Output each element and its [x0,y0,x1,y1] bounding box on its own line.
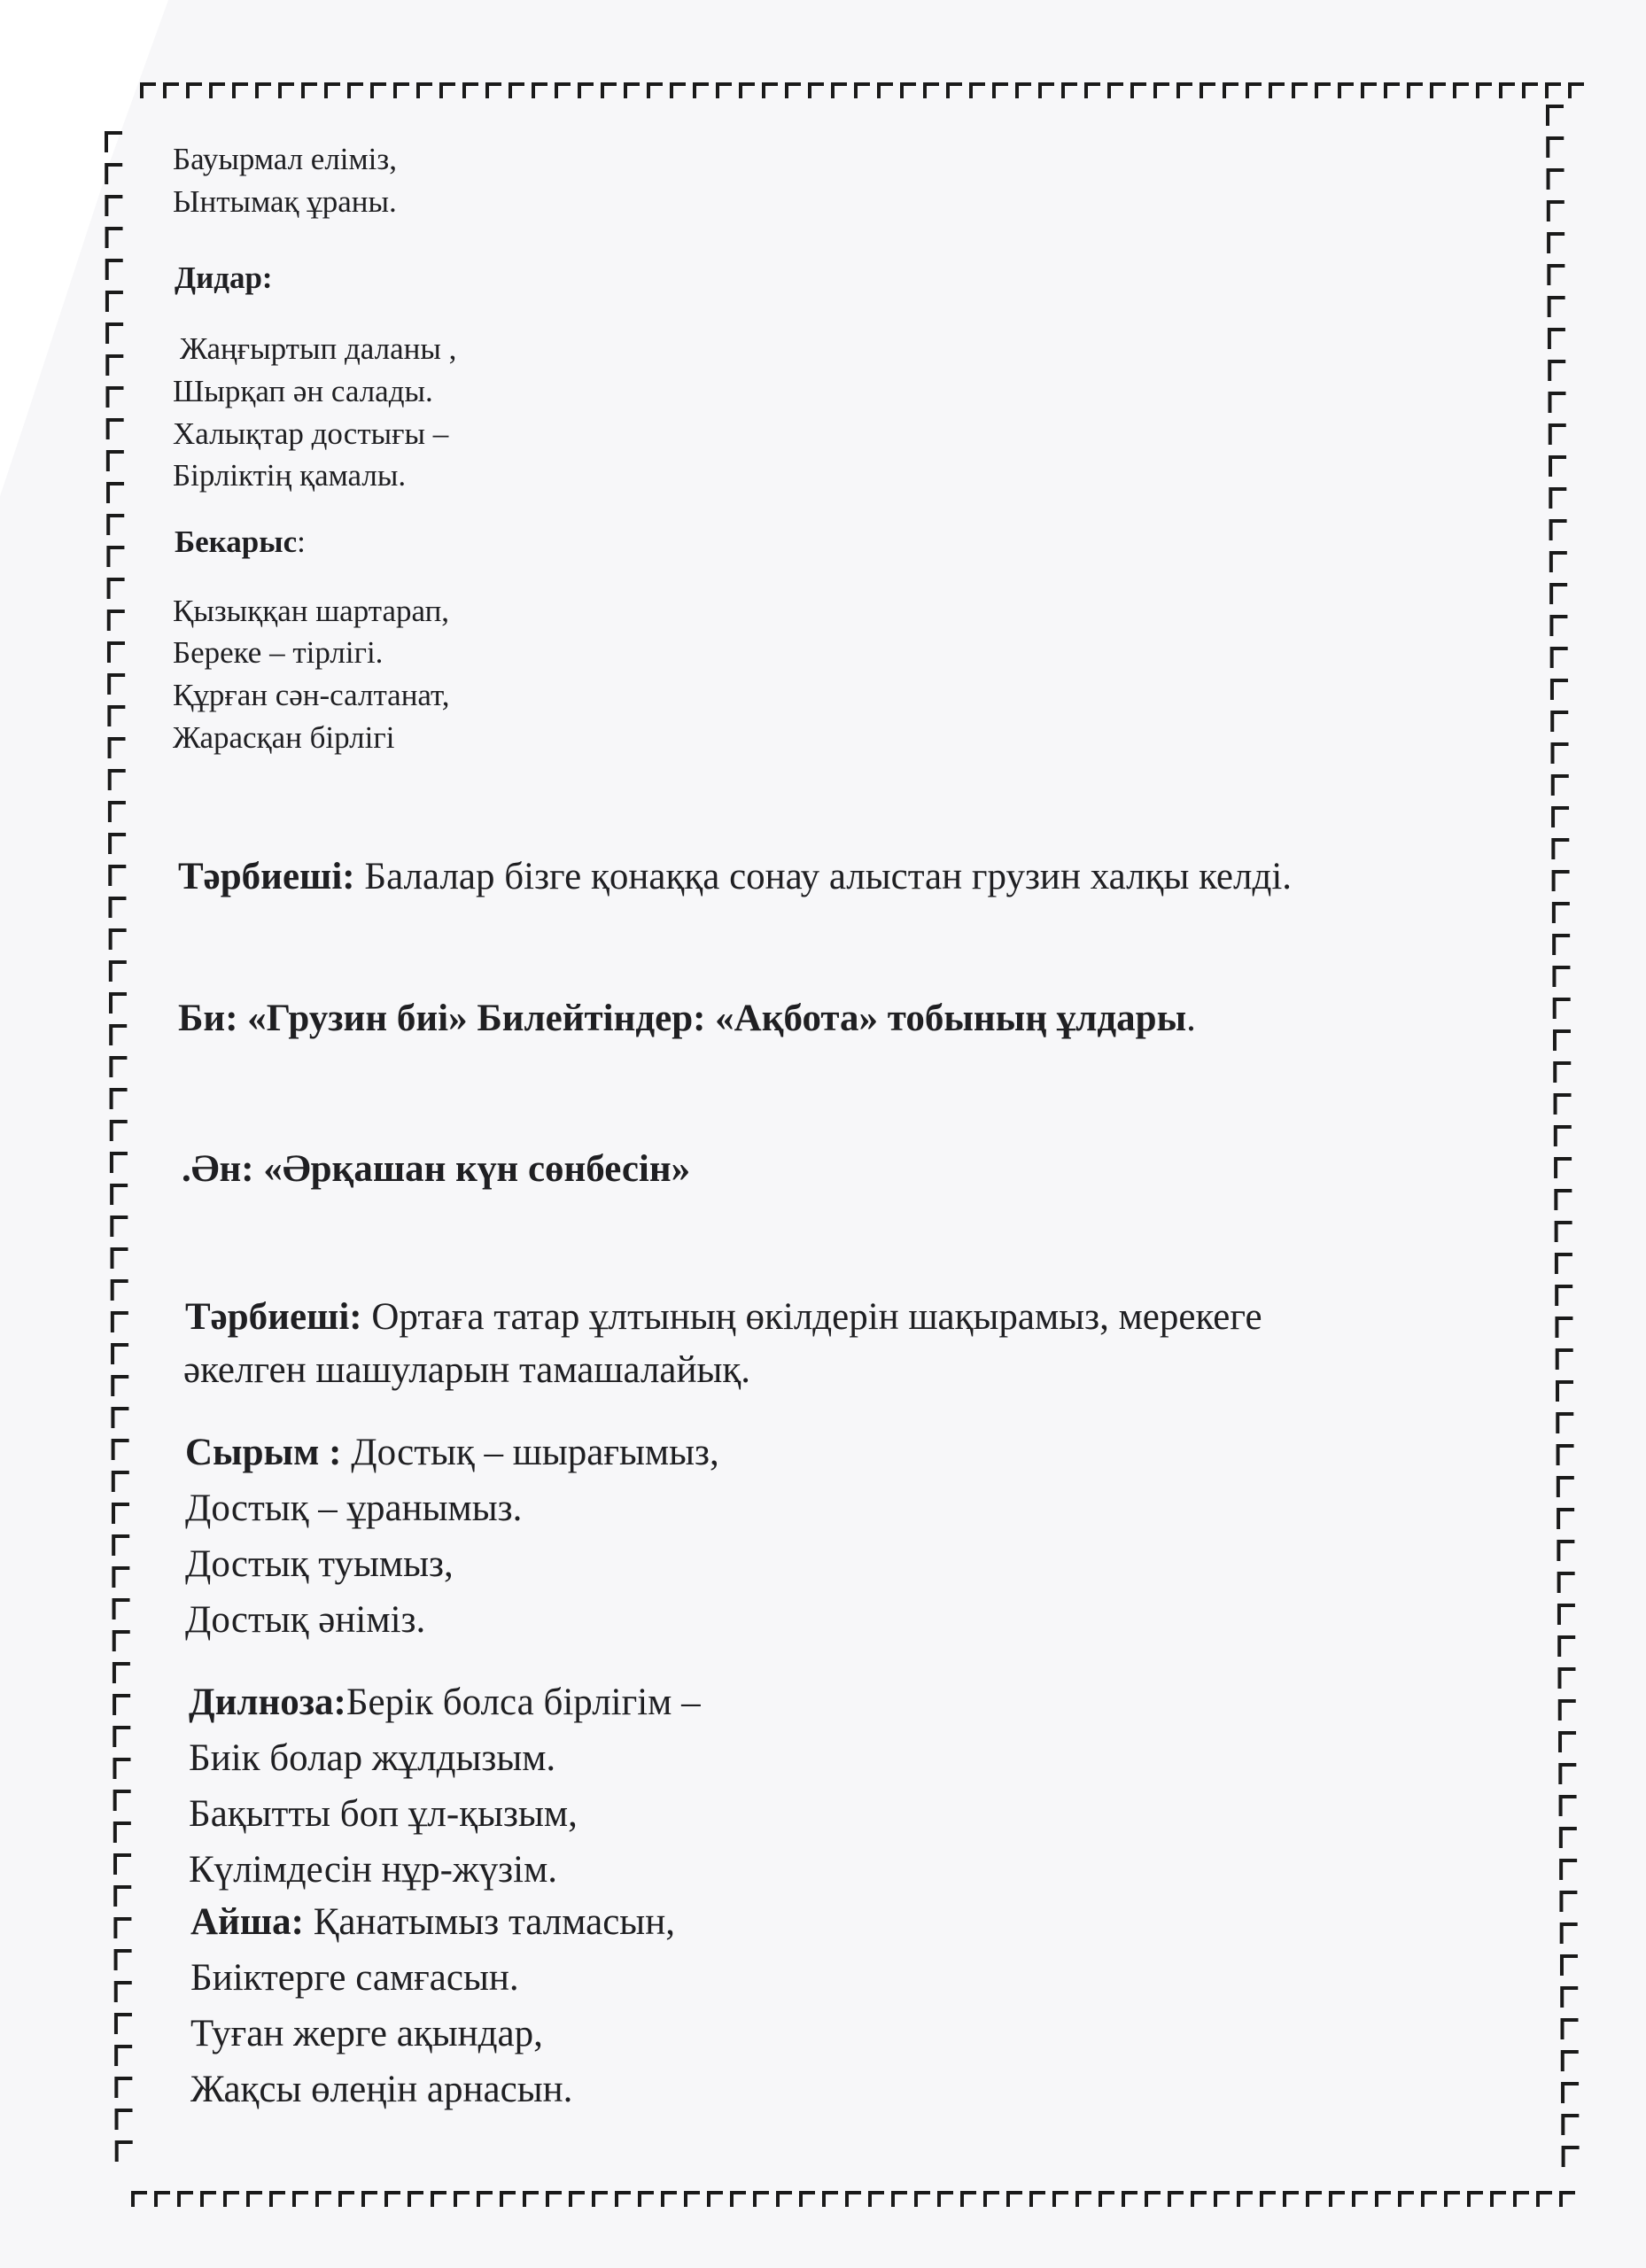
border-glyph [1557,1223,1572,1242]
song-line: .Ән: «Әрқашан күн сөнбесін» [182,1148,691,1190]
border-glyph [1557,1254,1572,1274]
border-glyph [1469,2193,1483,2207]
border-glyph [108,420,124,439]
border-glyph [478,2193,493,2207]
border-glyph [113,1568,129,1588]
border-glyph [363,2193,377,2207]
border-glyph [112,1217,128,1237]
border-glyph [1549,393,1565,413]
verse-line: Шырқап ән салады. [173,374,433,408]
border-glyph [1561,1860,1577,1880]
border-glyph [1562,1956,1578,1976]
border-glyph [1547,84,1561,98]
border-glyph [108,484,124,503]
verse-line: Бірліктің қамалы. [173,458,407,493]
border-glyph [114,1664,130,1683]
border-glyph [1560,1765,1576,1784]
border-glyph [1054,2193,1068,2207]
border-glyph [663,2193,677,2207]
border-glyph [1549,361,1565,381]
border-glyph [113,1281,128,1301]
border-glyph [1538,2193,1552,2207]
border-glyph [1561,1892,1577,1912]
border-glyph [1563,2020,1579,2039]
border-glyph [1100,2193,1114,2207]
border-glyph [225,2193,239,2207]
border-glyph [409,2193,423,2207]
border-glyph [1562,1988,1578,2008]
border-glyph [372,84,386,98]
border-glyph [1554,872,1570,891]
border-glyph [1563,2052,1579,2071]
border-glyph [1559,1669,1575,1689]
border-glyph [1492,2193,1506,2207]
border-glyph [211,84,225,98]
border-glyph [1553,840,1569,859]
border-glyph [732,2193,746,2207]
border-glyph [110,866,126,886]
border-glyph [106,133,122,152]
border-glyph [110,739,126,758]
teacher-line-1: Тәрбиеші: Балалар бізге қонаққа сонау алыстан грузин халқы келді. [178,856,1293,897]
border-glyph [1558,1446,1574,1465]
border-glyph [1409,84,1423,98]
border-glyph [985,2193,999,2207]
border-glyph [778,2193,792,2207]
border-glyph [1556,1127,1572,1146]
border-glyph [114,1600,130,1619]
aisha-line: Айша: Қанатымыз талмасын, [190,1901,675,1943]
border-glyph [115,1823,131,1843]
border-glyph [1554,967,1570,987]
border-glyph [113,1313,128,1332]
border-glyph [1556,1159,1572,1178]
border-glyph [1031,2193,1045,2207]
border-glyph [248,2193,262,2207]
border-glyph [1455,84,1469,98]
border-glyph [787,84,801,98]
border-glyph [1549,170,1564,190]
border-glyph [1169,2193,1184,2207]
border-glyph [1552,649,1568,668]
border-glyph [115,1791,131,1811]
border-glyph [1377,2193,1391,2207]
border-glyph [110,803,126,822]
border-glyph [1561,1829,1577,1848]
border-glyph [455,2193,470,2207]
border-glyph [116,2047,132,2066]
border-glyph [695,84,709,98]
border-glyph [133,2193,147,2207]
border-glyph [107,324,123,344]
border-glyph [108,452,124,471]
page-content [173,142,1537,2144]
border-glyph [441,84,455,98]
border-glyph [113,1536,129,1556]
border-glyph [1008,2193,1022,2207]
border-glyph [1555,999,1571,1019]
border-glyph [1077,2193,1091,2207]
border-glyph [709,2193,723,2207]
border-glyph [501,2193,516,2207]
border-glyph [948,84,962,98]
border-glyph [113,1504,129,1524]
border-glyph [1086,84,1100,98]
border-glyph [179,2193,193,2207]
border-glyph [625,84,640,98]
verse-line: Жақсы өлеңін арнасын. [190,2069,573,2110]
border-glyph [1557,1350,1573,1370]
border-glyph [1564,2148,1580,2167]
border-glyph [801,2193,815,2207]
border-glyph [1432,84,1446,98]
teacher-line-2-cont: әкелген шашуларын тамашалайық. [183,1349,751,1391]
border-glyph [116,2015,132,2034]
border-glyph [487,84,501,98]
border-glyph [571,2193,585,2207]
border-glyph [870,2193,884,2207]
verse-line: Бауырмал еліміз, [173,142,397,176]
border-glyph [111,1026,127,1045]
border-glyph [617,2193,631,2207]
border-glyph [925,84,939,98]
border-glyph [1339,84,1354,98]
border-glyph [1363,84,1377,98]
border-glyph [718,84,732,98]
border-glyph [1557,1382,1573,1402]
border-glyph [108,516,124,535]
border-glyph [107,356,123,376]
border-glyph [1201,84,1215,98]
border-glyph [1293,84,1308,98]
border-glyph [1155,84,1169,98]
border-glyph [188,84,202,98]
border-glyph [1551,585,1567,604]
border-glyph [156,2193,170,2207]
border-glyph [142,84,156,98]
border-glyph [115,1919,131,1938]
border-glyph [648,84,663,98]
border-glyph [115,1855,131,1875]
border-glyph [1553,808,1569,827]
border-glyph [1446,2193,1460,2207]
border-glyph [1550,425,1566,445]
border-glyph [111,930,127,950]
verse-line: Береке – тірлігі. [173,635,384,670]
border-glyph [1132,84,1146,98]
border-glyph [893,2193,907,2207]
border-glyph [1554,936,1570,955]
verse-line: Бақытты боп ұл-қызым, [189,1793,578,1835]
border-glyph [1551,521,1567,540]
border-glyph [1557,1414,1573,1433]
border-glyph [1556,1191,1572,1210]
border-glyph [1063,84,1077,98]
border-glyph [1316,84,1331,98]
border-glyph [1552,712,1568,732]
border-glyph [1247,84,1262,98]
border-glyph [1550,489,1566,509]
verse-line: Қызыққан шартарап, [173,594,450,628]
border-glyph [556,84,571,98]
border-glyph [1557,1286,1572,1306]
border-glyph [111,994,127,1014]
border-glyph [280,84,294,98]
border-glyph [847,2193,861,2207]
speaker-didar: Дидар: [175,260,273,295]
border-glyph [1040,84,1054,98]
border-glyph [1558,1510,1574,1529]
border-glyph [1270,84,1285,98]
border-glyph [971,84,985,98]
border-glyph [113,1472,129,1492]
border-glyph [1559,1573,1575,1593]
border-glyph [464,84,478,98]
border-glyph [294,2193,308,2207]
border-glyph [395,84,409,98]
verse-line: Биіктерге самғасын. [190,1957,519,1999]
border-glyph [547,2193,562,2207]
border-glyph [110,771,126,790]
border-glyph [107,292,123,312]
border-glyph [764,84,778,98]
border-glyph [833,84,847,98]
border-glyph [1515,2193,1529,2207]
verse-line: Жаңғыртып даланы , [180,331,457,366]
border-glyph [1308,2193,1322,2207]
border-glyph [1555,1031,1571,1051]
border-glyph [916,2193,930,2207]
border-glyph [1386,84,1400,98]
border-glyph [1423,2193,1437,2207]
border-glyph [1549,202,1564,221]
border-glyph [107,388,123,408]
border-glyph [1549,298,1565,317]
border-glyph [1215,2193,1230,2207]
border-glyph [1549,234,1564,253]
border-glyph [303,84,317,98]
border-glyph [114,1759,130,1779]
border-glyph [1562,1924,1578,1944]
border-glyph [594,2193,608,2207]
border-glyph [109,643,125,663]
border-glyph [116,1983,132,2002]
border-glyph [672,84,686,98]
border-glyph [1551,617,1567,636]
border-glyph [112,1122,128,1141]
border-glyph [1548,106,1564,126]
border-glyph [112,1090,128,1109]
border-glyph [1400,2193,1414,2207]
border-glyph [1553,776,1569,796]
border-glyph [109,611,125,631]
border-glyph [107,229,123,248]
syrym-line: Сырым : Достық – шырағымыз, [185,1432,719,1473]
speaker-bekarys: Бекарыс: [175,524,306,559]
border-glyph [1561,2193,1575,2207]
border-glyph [113,1345,128,1364]
border-glyph [879,84,893,98]
verse-line: Жарасқан бірлігі [173,720,395,755]
border-glyph [1017,84,1031,98]
border-glyph [1501,84,1515,98]
border-glyph [349,84,363,98]
border-glyph [741,84,755,98]
border-glyph [110,898,126,918]
border-glyph [902,84,916,98]
border-glyph [1109,84,1123,98]
border-glyph [1224,84,1238,98]
border-glyph [579,84,594,98]
border-glyph [340,2193,354,2207]
verse-line: Туған жерге ақындар, [190,2013,543,2054]
border-glyph [114,1632,130,1651]
verse-line: Достық – ұранымыз. [185,1487,523,1529]
border-glyph [109,579,125,599]
border-glyph [524,2193,539,2207]
border-glyph [962,2193,976,2207]
border-glyph [257,84,271,98]
border-glyph [1524,84,1538,98]
border-glyph [112,1185,128,1205]
border-glyph [856,84,870,98]
border-glyph [1146,2193,1161,2207]
border-glyph [109,675,125,695]
border-glyph [114,1696,130,1715]
border-glyph [271,2193,285,2207]
border-glyph [202,2193,216,2207]
border-glyph [1262,2193,1276,2207]
border-glyph [115,1887,131,1907]
border-glyph [1560,1701,1576,1720]
border-glyph [113,1377,128,1396]
border-glyph [1556,1095,1572,1115]
border-glyph [317,2193,331,2207]
border-glyph [117,2142,133,2162]
verse-line: Күлімдесін нұр-жүзім. [189,1849,558,1891]
border-glyph [1563,2084,1579,2103]
border-glyph [755,2193,769,2207]
border-glyph [326,84,340,98]
border-glyph [117,2110,133,2130]
border-glyph [234,84,248,98]
verse-line: Халықтар достығы – [173,416,449,451]
border-glyph [116,1951,132,1970]
border-glyph [107,260,123,280]
border-glyph [1570,84,1584,98]
border-glyph [1559,1605,1575,1625]
border-glyph [108,548,124,567]
border-glyph [111,962,127,982]
border-glyph [114,1728,130,1747]
border-glyph [1559,1637,1575,1657]
border-glyph [1560,1733,1576,1752]
border-glyph [686,2193,700,2207]
border-glyph [1551,553,1567,572]
border-glyph [1558,1542,1574,1561]
border-glyph [1178,84,1192,98]
border-glyph [1238,2193,1253,2207]
verse-line: Достық туымыз, [185,1543,454,1585]
border-glyph [1563,2116,1579,2135]
border-glyph [1554,904,1570,923]
border-glyph [1550,457,1566,477]
border-glyph [386,2193,400,2207]
dance-line: Би: «Грузин биі» Билейтіндер: «Ақбота» тобының ұлдары. [178,998,1196,1039]
border-glyph [110,835,126,854]
border-glyph [1354,2193,1368,2207]
border-glyph [109,707,125,726]
border-glyph [113,1441,129,1460]
border-glyph [432,2193,446,2207]
border-glyph [1561,1797,1577,1816]
border-glyph [113,1409,128,1428]
border-glyph [106,165,122,184]
border-glyph [1548,138,1564,158]
dilnoza-line: Дилноза:Берік болса бірлігім – [189,1682,701,1723]
verse-line: Достық әніміз. [185,1599,426,1641]
border-glyph [113,1249,128,1269]
border-glyph [1331,2193,1345,2207]
border-glyph [640,2193,654,2207]
border-glyph [939,2193,953,2207]
border-glyph [533,84,547,98]
border-glyph [994,84,1008,98]
border-glyph [111,1058,127,1077]
border-glyph [116,2078,132,2098]
border-glyph [1192,2193,1207,2207]
border-glyph [1555,1063,1571,1083]
border-glyph [1552,680,1568,700]
border-glyph [1558,1478,1574,1497]
border-glyph [1549,330,1565,349]
border-glyph [165,84,179,98]
verse-line: Құрған сән-салтанат, [173,678,450,712]
border-glyph [1557,1318,1572,1338]
border-glyph [824,2193,838,2207]
teacher-line-2: Тәрбиеші: Ортаға татар ұлтының өкілдерін шақырамыз, мерекеге [185,1296,1262,1338]
border-glyph [810,84,824,98]
border-glyph [1285,2193,1299,2207]
border-glyph [112,1153,128,1173]
border-glyph [418,84,432,98]
border-glyph [1478,84,1492,98]
border-glyph [1549,266,1564,285]
border-glyph [106,197,122,216]
verse-line: Биік болар жұлдызым. [189,1737,556,1779]
border-glyph [602,84,617,98]
border-glyph [1123,2193,1137,2207]
verse-line: Ынтымақ ұраны. [173,184,397,219]
border-glyph [1553,744,1569,764]
border-glyph [510,84,524,98]
